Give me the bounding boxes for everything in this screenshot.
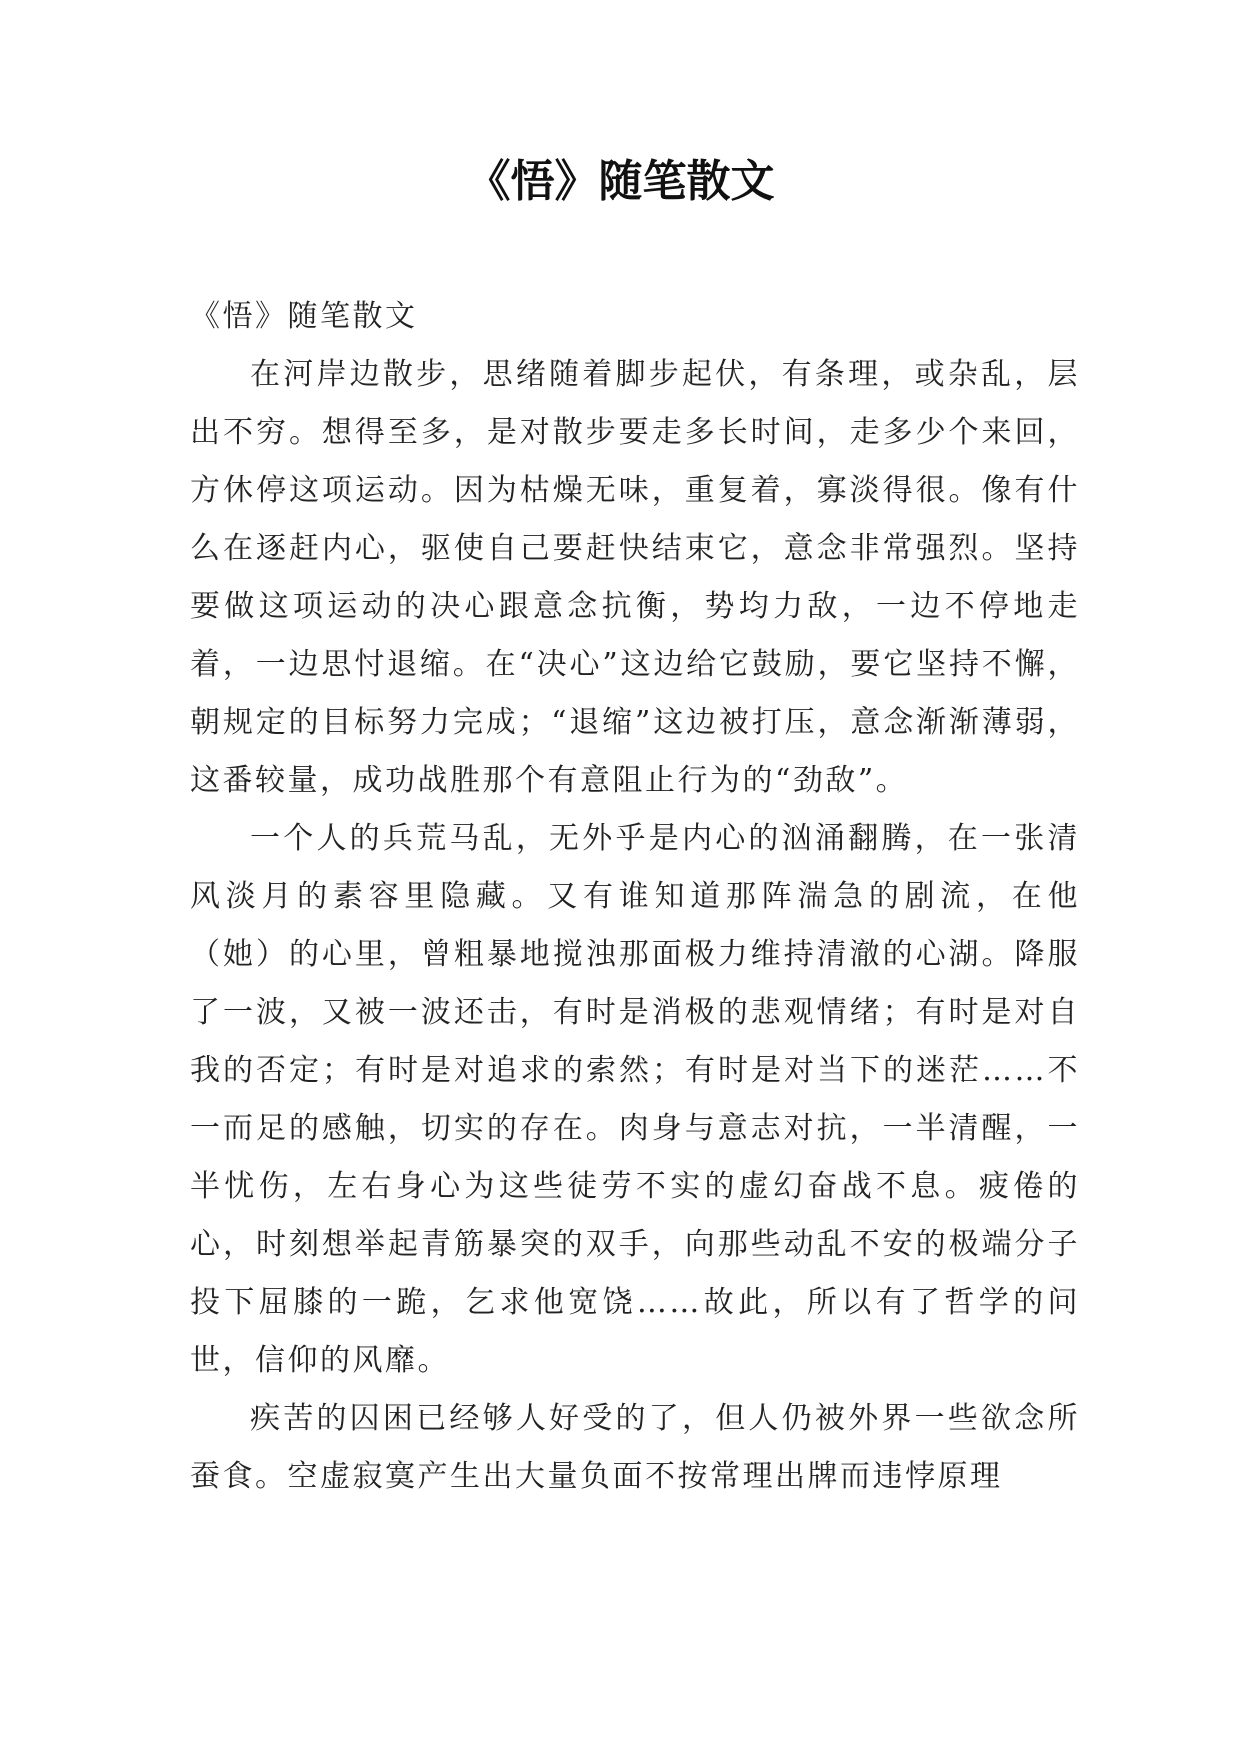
paragraph: 在河岸边散步，思绪随着脚步起伏，有条理，或杂乱，层出不穷。想得至多，是对散步要走多长时间，走多少个来回，方休停这项运动。因为枯燥无味，重复着，寡淡得很。像有什么在逐赶内心，驱使自己要赶快结束它，意念非常强烈。坚持要做这项运动的决心跟意念抗衡，势均力敌，一边不停地走着，一边思忖退缩。在“决心”这边给它鼓励，要它坚持不懈，朝规定的目标努力完成；“退缩”这边被打压，意念渐渐薄弱，这番较量，成功战胜那个有意阻止行为的“劲敌”。 — [190, 357, 1080, 798]
paragraph: 一个人的兵荒马乱，无外乎是内心的汹涌翻腾，在一张清风淡月的素容里隐藏。又有谁知道那阵湍急的剧流，在他（她）的心里，曾粗暴地搅浊那面极力维持清澈的心湖。降服了一波，又被一波还击，有时是消极的悲观情绪；有时是对自我的否定；有时是对追求的索然；有时是对当下的迷茫……不一而足的感触，切实的存在。肉身与意志对抗，一半清醒，一半忧伤，左右身心为这些徒劳不实的虚幻奋战不息。疲倦的心，时刻想举起青筋暴突的双手，向那些动乱不安的极端分子投下屈膝的一跪，乞求他宽饶……故此，所以有了哲学的问世，信仰的风靡。 — [190, 821, 1080, 1378]
document-title: 《悟》随笔散文 — [466, 156, 775, 207]
document-body — [190, 288, 1080, 1506]
document-subtitle: 《悟》随笔散文 — [190, 299, 418, 334]
paragraph: 疾苦的囚困已经够人好受的了，但人仍被外界一些欲念所蚕食。空虚寂寞产生出大量负面不按常理出牌而违悖原理 — [190, 1401, 1080, 1494]
